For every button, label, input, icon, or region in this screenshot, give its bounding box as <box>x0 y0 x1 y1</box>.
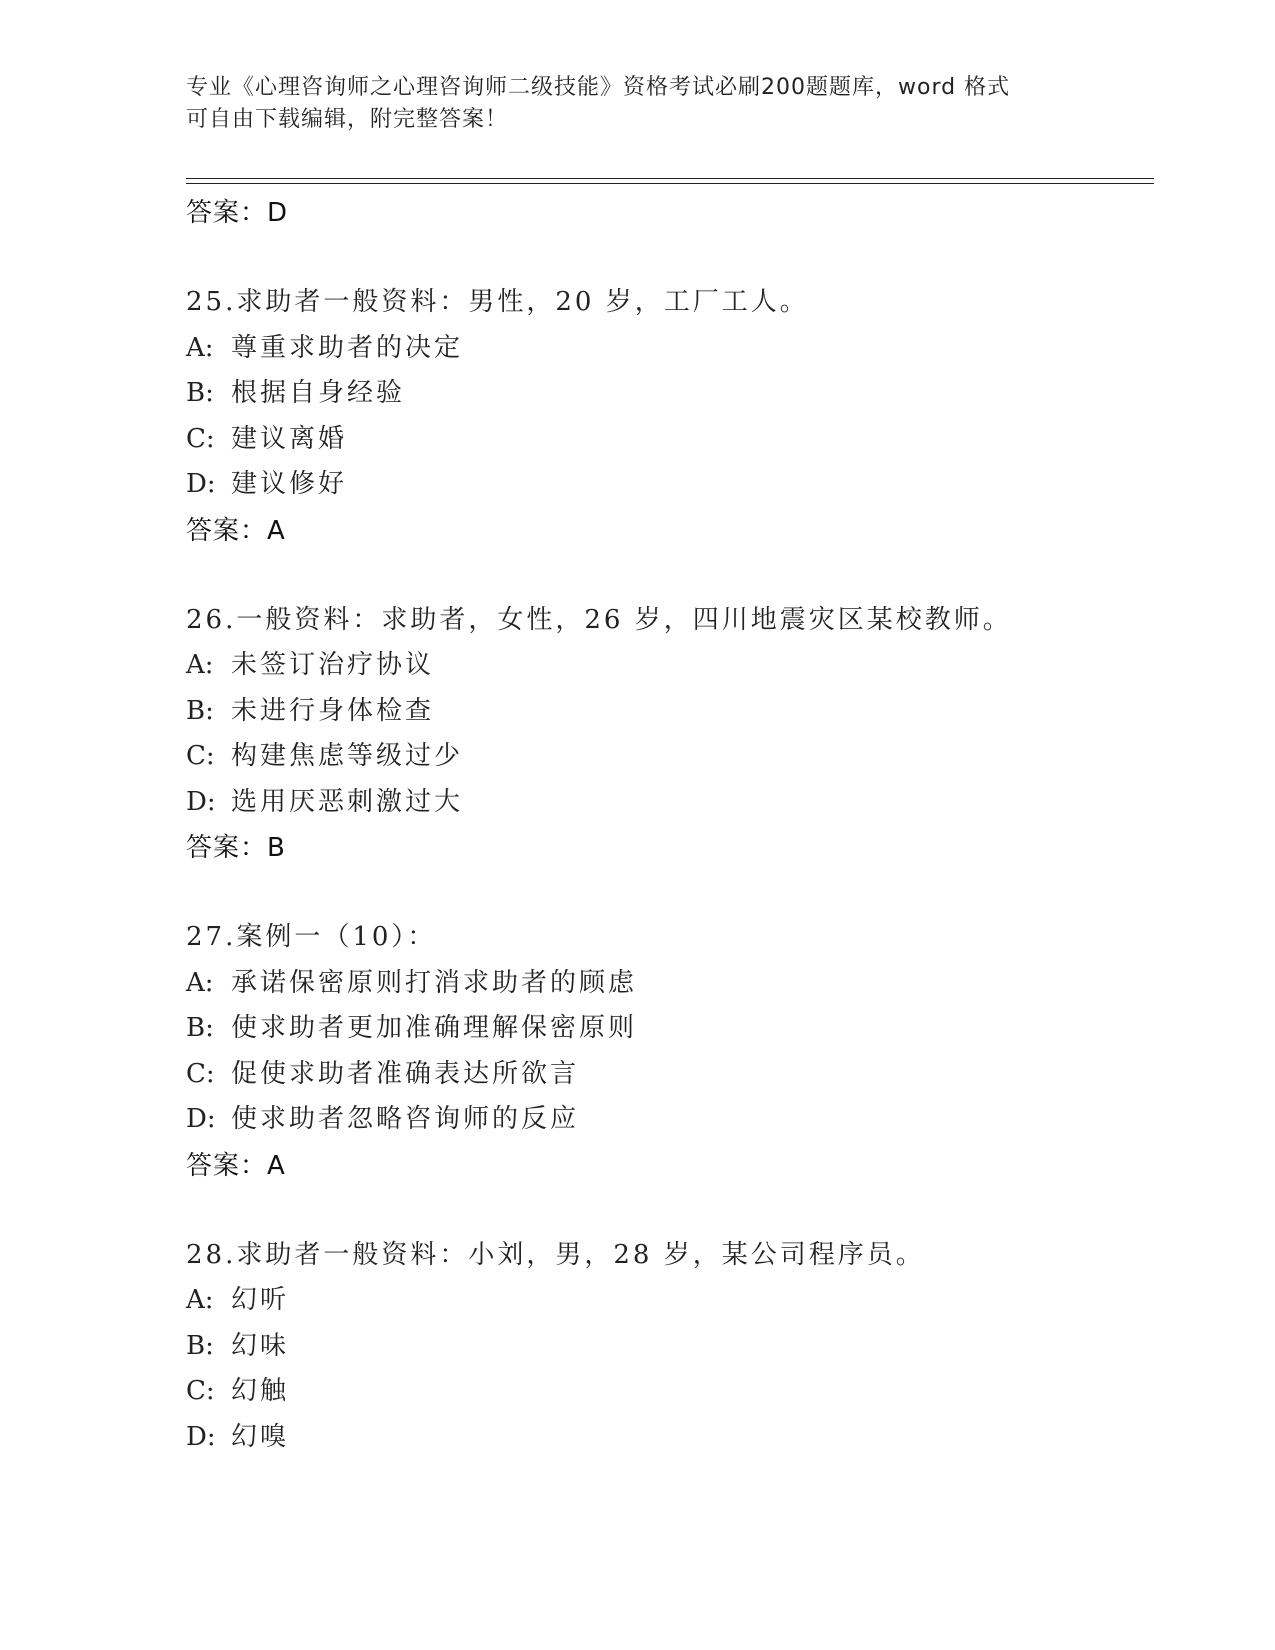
option-letter: B: <box>186 1330 214 1361</box>
option-b <box>186 1006 1146 1052</box>
question-text: 26.一般资料：求助者，女性，26 岁，四川地震灾区某校教师。 <box>186 604 1012 635</box>
option-text: 根据自身经验 <box>231 378 406 408</box>
spacer <box>186 554 1146 598</box>
option-b <box>186 371 1146 417</box>
spacer <box>186 236 1146 280</box>
option-letter: C: <box>186 423 215 454</box>
spacer <box>186 871 1146 915</box>
option-text: 使求助者更加准确理解保密原则 <box>231 1013 638 1043</box>
question-block <box>186 598 1146 872</box>
option-text: 构建焦虑等级过少 <box>231 741 464 771</box>
question-text: 27.案例一（10）： <box>186 922 437 952</box>
option-c <box>186 417 1146 463</box>
option-text: 使求助者忽略咨询师的反应 <box>231 1104 580 1134</box>
question-list <box>186 190 1146 1460</box>
option-letter: A: <box>186 650 214 680</box>
answer-line: 答案：A <box>186 515 286 546</box>
header-divider-top <box>186 178 1154 179</box>
option-c <box>186 1369 1146 1415</box>
option-c <box>186 734 1146 780</box>
document-header <box>186 72 1086 136</box>
option-text: 幻听 <box>231 1285 290 1315</box>
option-b <box>186 689 1146 735</box>
option-letter: B: <box>186 1013 214 1043</box>
option-a <box>186 1278 1146 1324</box>
option-a <box>186 326 1146 372</box>
option-letter: B: <box>186 378 214 408</box>
option-text: 未进行身体检查 <box>231 695 435 726</box>
option-c <box>186 1052 1146 1098</box>
option-letter: A: <box>186 1285 214 1315</box>
option-letter: A: <box>186 967 214 998</box>
option-letter: D: <box>186 1421 216 1452</box>
answer-line: 答案：D <box>186 198 289 228</box>
question-text: 25.求助者一般资料：男性，20 岁，工厂工人。 <box>186 287 809 317</box>
option-letter: A: <box>186 332 214 363</box>
option-d <box>186 462 1146 508</box>
question-block <box>186 280 1146 554</box>
header-line-2: 可自由下载编辑，附完整答案！ <box>186 107 509 132</box>
option-letter: C: <box>186 741 215 771</box>
option-letter: D: <box>186 1104 216 1134</box>
option-d <box>186 1415 1146 1461</box>
option-letter: C: <box>186 1376 215 1406</box>
question-block <box>186 915 1146 1189</box>
option-b <box>186 1324 1146 1370</box>
option-a <box>186 643 1146 689</box>
option-d <box>186 1097 1146 1143</box>
header-line-1: 专业《心理咨询师之心理咨询师二级技能》资格考试必刷200题题库，word 格式 <box>186 75 1011 100</box>
option-text: 幻味 <box>231 1330 290 1361</box>
option-letter: C: <box>186 1058 215 1089</box>
question-block <box>186 1233 1146 1461</box>
spacer <box>186 1189 1146 1233</box>
option-text: 幻嗅 <box>231 1421 290 1452</box>
option-text: 建议离婚 <box>231 423 348 454</box>
option-text: 幻触 <box>231 1376 290 1406</box>
option-text: 选用厌恶刺激过大 <box>231 786 464 817</box>
header-divider-bottom <box>186 183 1154 184</box>
option-d <box>186 780 1146 826</box>
option-letter: B: <box>186 695 214 726</box>
option-letter: D: <box>186 469 216 499</box>
option-text: 尊重求助者的决定 <box>231 332 464 363</box>
option-text: 承诺保密原则打消求助者的顾虑 <box>231 967 638 998</box>
question-text: 28.求助者一般资料：小刘，男，28 岁，某公司程序员。 <box>186 1239 925 1270</box>
option-text: 促使求助者准确表达所欲言 <box>231 1058 580 1089</box>
option-letter: D: <box>186 786 216 817</box>
option-a <box>186 961 1146 1007</box>
option-text: 建议修好 <box>231 469 348 499</box>
answer-line: 答案：A <box>186 1150 286 1181</box>
answer-line: 答案：B <box>186 833 286 863</box>
option-text: 未签订治疗协议 <box>231 650 435 680</box>
